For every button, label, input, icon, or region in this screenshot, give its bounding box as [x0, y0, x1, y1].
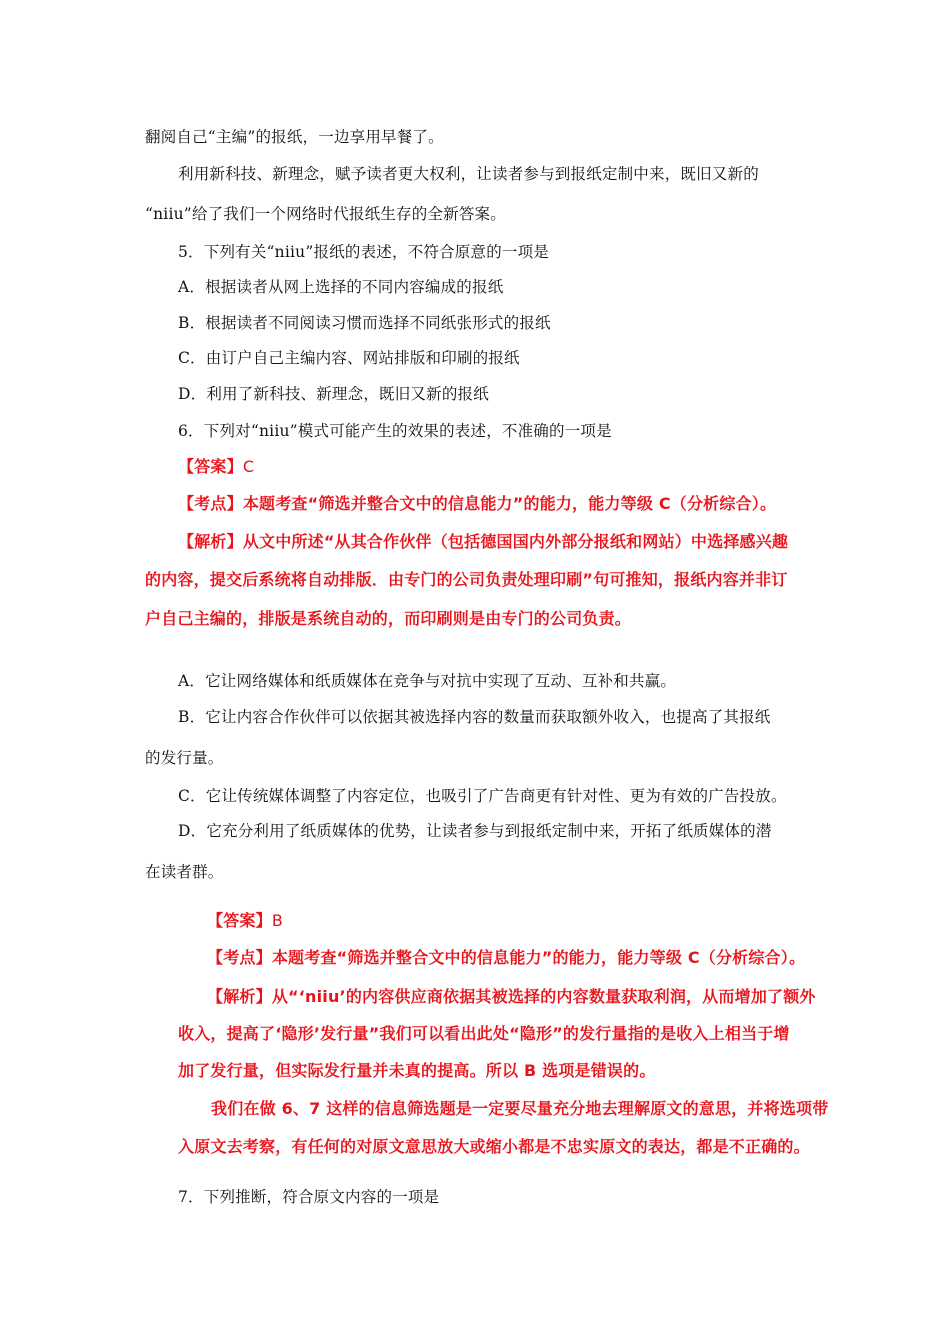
analysis-note: 我们在做 6、7 这样的信息筛选题是一定要尽量充分地去理解原文的意思，并将选项带 — [211, 1099, 829, 1118]
question-5-option-a: A．根据读者从网上选择的不同内容编成的报纸 — [178, 278, 504, 296]
analysis-tag: 【解析】 — [207, 987, 272, 1006]
point-tag: 【考点】 — [207, 948, 272, 967]
analysis-line — [207, 987, 816, 1007]
analysis-line: 的内容，提交后系统将自动排版．由专门的公司负责处理印刷”句可推知，报纸内容并非订 — [145, 570, 788, 589]
paragraph-line: 的发行量。 — [145, 749, 224, 767]
analysis-note: 入原文去考察，有任何的对原文意思放大或缩小都是不忠实原文的表达，都是不正确的。 — [178, 1137, 810, 1156]
paragraph-line: 在读者群。 — [145, 863, 224, 881]
paragraph-line: 利用新科技、新理念，赋予读者更大权利，让读者参与到报纸定制中来，既旧又新的 — [178, 165, 759, 183]
paragraph-line: “niiu”给了我们一个网络时代报纸生存的全新答案。 — [145, 205, 506, 223]
question-6-option-a: A．它让网络媒体和纸质媒体在竞争与对抗中实现了互动、互补和共赢。 — [178, 672, 677, 690]
analysis-line: 加了发行量，但实际发行量并未真的提高。所以 B 选项是错误的。 — [178, 1061, 656, 1080]
point-text: 本题考查“筛选并整合文中的信息能力”的能力，能力等级 C（分析综合）。 — [242, 494, 777, 513]
question-5-option-d: D．利用了新科技、新理念，既旧又新的报纸 — [178, 385, 489, 403]
analysis-text: 从文中所述“从其合作伙伴（包括德国国内外部分报纸和网站）中选择感兴趣 — [242, 532, 789, 551]
paragraph-line: 翻阅自己“主编”的报纸，一边享用早餐了。 — [145, 128, 444, 146]
answer-tag: 【答案】 — [207, 911, 272, 930]
answer-tag: 【答案】 — [178, 457, 243, 476]
question-5-option-c: C．由订户自己主编内容、网站排版和印刷的报纸 — [178, 349, 520, 367]
analysis-tag: 【解析】 — [178, 532, 243, 551]
question-6-stem: 6．下列对“niiu”模式可能产生的效果的表述，不准确的一项是 — [178, 422, 612, 440]
point-line — [207, 948, 805, 968]
question-6-option-c: C．它让传统媒体调整了内容定位，也吸引了广告商更有针对性、更为有效的广告投放。 — [178, 787, 787, 805]
point-tag: 【考点】 — [178, 494, 243, 513]
question-6-option-b: B．它让内容合作伙伴可以依据其被选择内容的数量而获取额外收入，也提高了其报纸 — [178, 708, 771, 726]
question-5-stem: 5．下列有关“niiu”报纸的表述，不符合原意的一项是 — [178, 243, 549, 261]
answer-line — [207, 911, 283, 931]
analysis-text: 从“‘niiu’的内容供应商依据其被选择的内容数量获取利润，从而增加了额外 — [271, 987, 816, 1006]
question-6-option-d: D．它充分利用了纸质媒体的优势，让读者参与到报纸定制中来，开拓了纸质媒体的潜 — [178, 822, 772, 840]
point-line — [178, 494, 776, 514]
answer-value: C — [242, 457, 255, 476]
question-7-stem: 7．下列推断，符合原文内容的一项是 — [178, 1188, 440, 1206]
answer-line — [178, 457, 254, 477]
answer-value: B — [271, 911, 283, 930]
question-5-option-b: B．根据读者不同阅读习惯而选择不同纸张形式的报纸 — [178, 314, 551, 332]
point-text: 本题考查“筛选并整合文中的信息能力”的能力，能力等级 C（分析综合）。 — [271, 948, 806, 967]
analysis-line: 户自己主编的，排版是系统自动的，而印刷则是由专门的公司负责。 — [145, 609, 632, 628]
analysis-line — [178, 532, 788, 552]
analysis-line: 收入，提高了‘隐形’发行量”我们可以看出此处“隐形”的发行量指的是收入上相当于增 — [178, 1024, 790, 1043]
